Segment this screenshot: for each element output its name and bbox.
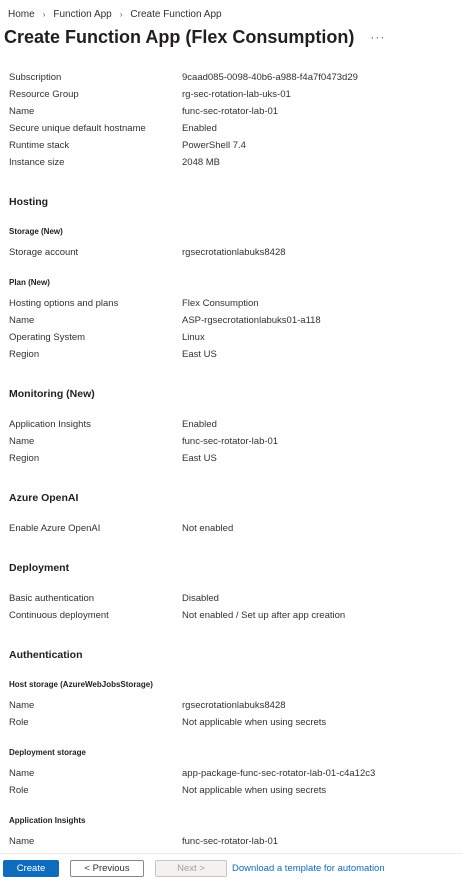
row-label: Storage account xyxy=(9,247,79,258)
row-label: Region xyxy=(9,349,40,360)
row-label: Name xyxy=(9,768,35,779)
row-label: Role xyxy=(9,717,29,728)
summary-row xyxy=(0,782,463,799)
summary-row xyxy=(0,86,463,103)
row-value: rgsecrotationlabuks8428 xyxy=(182,700,286,711)
section-title-deployment: Deployment xyxy=(9,562,70,574)
row-label: Instance size xyxy=(9,157,65,168)
subsection-title-plan: Plan (New) xyxy=(9,277,50,287)
summary-row xyxy=(0,154,463,171)
row-value: Not applicable when using secrets xyxy=(182,785,327,796)
summary-row xyxy=(0,416,463,433)
breadcrumb-function-app[interactable]: Function App xyxy=(53,8,112,20)
summary-row xyxy=(0,69,463,86)
section-title-monitoring: Monitoring (New) xyxy=(9,388,95,400)
create-button[interactable]: Create xyxy=(3,860,59,877)
row-value: func-sec-rotator-lab-01 xyxy=(182,436,279,447)
page-header xyxy=(4,24,459,50)
row-value: East US xyxy=(182,453,217,464)
section-title-azure-openai: Azure OpenAI xyxy=(9,492,79,504)
row-label: Name xyxy=(9,700,35,711)
summary-row xyxy=(0,244,463,261)
chevron-right-icon: › xyxy=(119,9,123,19)
row-label: Role xyxy=(9,785,29,796)
row-label: Name xyxy=(9,106,35,117)
row-value: Not enabled / Set up after app creation xyxy=(182,610,346,621)
summary-row xyxy=(0,607,463,624)
row-value: Flex Consumption xyxy=(182,298,259,309)
row-value: ASP-rgsecrotationlabuks01-a118 xyxy=(182,315,321,326)
row-value: app-package-func-sec-rotator-lab-01-c4a12c3 xyxy=(182,768,376,779)
row-value: rgsecrotationlabuks8428 xyxy=(182,247,286,258)
row-label: Name xyxy=(9,315,35,326)
row-label: Secure unique default hostname xyxy=(9,123,146,134)
row-label: Name xyxy=(9,436,35,447)
row-value: Disabled xyxy=(182,593,219,604)
footer-action-bar xyxy=(0,853,463,886)
row-value: Enabled xyxy=(182,123,217,134)
review-summary[interactable] xyxy=(0,73,463,848)
row-label: Continuous deployment xyxy=(9,610,109,621)
row-value: PowerShell 7.4 xyxy=(182,140,246,151)
breadcrumb-create-function-app[interactable]: Create Function App xyxy=(130,8,222,20)
row-value: 9caad085-0098-40b6-a988-f4a7f0473d29 xyxy=(182,72,358,83)
row-label: Region xyxy=(9,453,40,464)
row-label: Application Insights xyxy=(9,419,91,430)
subsection-title-host-storage: Host storage (AzureWebJobsStorage) xyxy=(9,679,153,689)
breadcrumb-home[interactable]: Home xyxy=(8,8,35,20)
summary-row xyxy=(0,590,463,607)
section-title-authentication: Authentication xyxy=(9,649,83,661)
row-label: Enable Azure OpenAI xyxy=(9,523,101,534)
next-button: Next > xyxy=(155,860,227,877)
summary-row xyxy=(0,312,463,329)
row-value: 2048 MB xyxy=(182,157,221,168)
previous-button[interactable]: < Previous xyxy=(70,860,144,877)
download-template-link[interactable]: Download a template for automation xyxy=(232,863,385,874)
summary-row xyxy=(0,765,463,782)
summary-row xyxy=(0,697,463,714)
row-value: Linux xyxy=(182,332,205,343)
summary-row xyxy=(0,295,463,312)
summary-row xyxy=(0,103,463,120)
subsection-title-deployment-storage: Deployment storage xyxy=(9,747,86,757)
summary-row xyxy=(0,346,463,363)
summary-row xyxy=(0,120,463,137)
section-title-hosting: Hosting xyxy=(9,196,49,208)
row-label: Resource Group xyxy=(9,89,79,100)
row-value: func-sec-rotator-lab-01 xyxy=(182,106,279,117)
row-value: East US xyxy=(182,349,217,360)
summary-row xyxy=(0,137,463,154)
row-value: rg-sec-rotation-lab-uks-01 xyxy=(182,89,291,100)
summary-row xyxy=(0,833,463,850)
row-label: Subscription xyxy=(9,72,62,83)
row-value: Enabled xyxy=(182,419,217,430)
row-value: Not applicable when using secrets xyxy=(182,717,327,728)
summary-row xyxy=(0,520,463,537)
summary-row xyxy=(0,329,463,346)
page-title: Create Function App (Flex Consumption) xyxy=(4,26,355,47)
row-value: func-sec-rotator-lab-01 xyxy=(182,836,279,847)
row-label: Runtime stack xyxy=(9,140,70,151)
basics-group xyxy=(0,69,463,171)
row-label: Basic authentication xyxy=(9,593,95,604)
row-label: Operating System xyxy=(9,332,86,343)
summary-row xyxy=(0,433,463,450)
subsection-title-application-insights: Application Insights xyxy=(9,815,86,825)
row-label: Name xyxy=(9,836,35,847)
more-icon[interactable]: ··· xyxy=(370,30,386,44)
row-label: Hosting options and plans xyxy=(9,298,119,309)
summary-row xyxy=(0,450,463,467)
subsection-title-storage: Storage (New) xyxy=(9,226,63,236)
row-value: Not enabled xyxy=(182,523,234,534)
summary-row xyxy=(0,714,463,731)
breadcrumb xyxy=(8,8,222,20)
chevron-right-icon: › xyxy=(42,9,46,19)
